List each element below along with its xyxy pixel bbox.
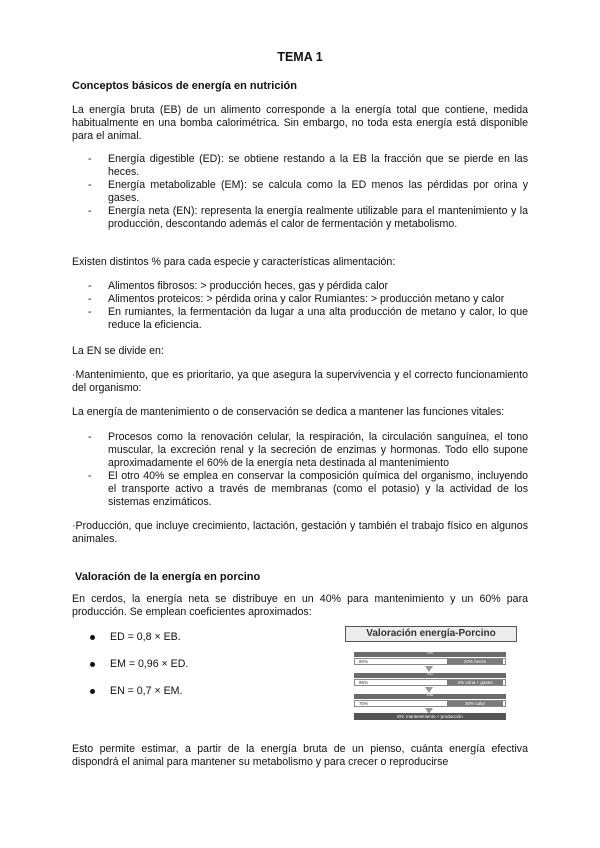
diagram-band — [354, 652, 506, 657]
list-item: - Energía metabolizable (EM): se calcula como la ED menos las pérdidas por orina y gases. — [88, 179, 528, 205]
diagram-bar — [354, 679, 506, 686]
bar-left-label: 70% — [359, 701, 369, 706]
band-label: ED — [427, 671, 433, 676]
list-item: - Energía neta (EN): representa la energía realmente utilizable para el mantenimiento y la producción, descontando además el calor de fermentación y metabolismo. — [88, 205, 528, 231]
paragraph: Existen distintos % para cada especie y características alimentación: — [72, 256, 396, 268]
diagram-band — [354, 694, 506, 699]
paragraph: La EN se divide en: — [72, 345, 164, 357]
formula-list — [88, 631, 188, 712]
diagram-footer: EN: mantenimiento + producción — [354, 713, 506, 720]
list-item: - Procesos como la renovación celular, la respiración, la circulación sanguínea, el tono muscular, la excreción renal y la secreción de enzimas y hormonas. Todo ello supone aproximadamente el 60% de la energía neta destinada al mantenimiento — [88, 431, 528, 470]
list-item: - El otro 40% se emplea en conservar la composición química del organismo, incluyendo el transporte activo a través de membranas (como el potasio) y la actividad de los sistemas enzimáticos. — [88, 470, 528, 509]
section-heading: Valoración de la energía en porcino — [75, 571, 261, 583]
diagram-band — [354, 673, 506, 678]
species-list — [88, 280, 528, 332]
diagram-bar — [354, 658, 506, 665]
list-item: - Alimentos proteicos: > pérdida orina y calor Rumiantes: > producción metano y calor — [88, 293, 528, 306]
bar-right-label: 30% calor — [447, 701, 503, 706]
maintenance-list — [88, 431, 528, 509]
section-heading: Conceptos básicos de energía en nutrición — [72, 80, 297, 92]
page-title: TEMA 1 — [277, 50, 323, 64]
diagram-bar — [354, 700, 506, 707]
band-label: EB — [427, 650, 433, 655]
bar-right-label: 4% orina + gases — [447, 680, 503, 685]
paragraph: ·Producción, que incluye crecimiento, lactación, gestación y también el trabajo físico en algunos animales. — [72, 520, 528, 545]
list-item: - Energía digestible (ED): se obtiene restando a la EB la fracción que se pierde en las heces. — [88, 153, 528, 179]
list-item: - Alimentos fibrosos: > producción heces, gas y pérdida calor — [88, 280, 528, 293]
list-item: ED = 0,8 × EB. — [88, 631, 188, 658]
paragraph: En cerdos, la energía neta se distribuye en un 40% para mantenimiento y un 60% para producción. Se emplean coeficientes aproximados: — [72, 593, 528, 618]
diagram-title: Valoración energía-Porcino — [345, 626, 517, 642]
bar-right-label: 20% heces — [447, 659, 503, 664]
paragraph: Esto permite estimar, a partir de la energía bruta de un pienso, cuánta energía efectiva dispondrá el animal para mantener su metabolismo y para crecer o reproducirse — [72, 743, 528, 768]
bar-left-label: 80% — [359, 659, 369, 664]
bar-left-label: 96% — [359, 680, 369, 685]
band-label: EM — [427, 692, 433, 697]
energy-list — [88, 153, 528, 231]
paragraph: La energía bruta (EB) de un alimento corresponde a la energía total que contiene, medida habitualmente en una bomba calorimétrica. Sin embargo, no toda esta energía está disponible para el animal. — [72, 104, 528, 142]
paragraph: ·Mantenimiento, que es prioritario, ya que asegura la supervivencia y el correcto funcionamiento del organismo: — [72, 369, 528, 394]
list-item: - En rumiantes, la fermentación da lugar a una alta producción de metano y calor, lo que reduce la eficiencia. — [88, 306, 528, 332]
list-item: EM = 0,96 × ED. — [88, 658, 188, 685]
paragraph: La energía de mantenimiento o de conservación se dedica a mantener las funciones vitales: — [72, 406, 505, 418]
list-item: EN = 0,7 × EM. — [88, 685, 188, 712]
energy-diagram — [344, 625, 516, 727]
